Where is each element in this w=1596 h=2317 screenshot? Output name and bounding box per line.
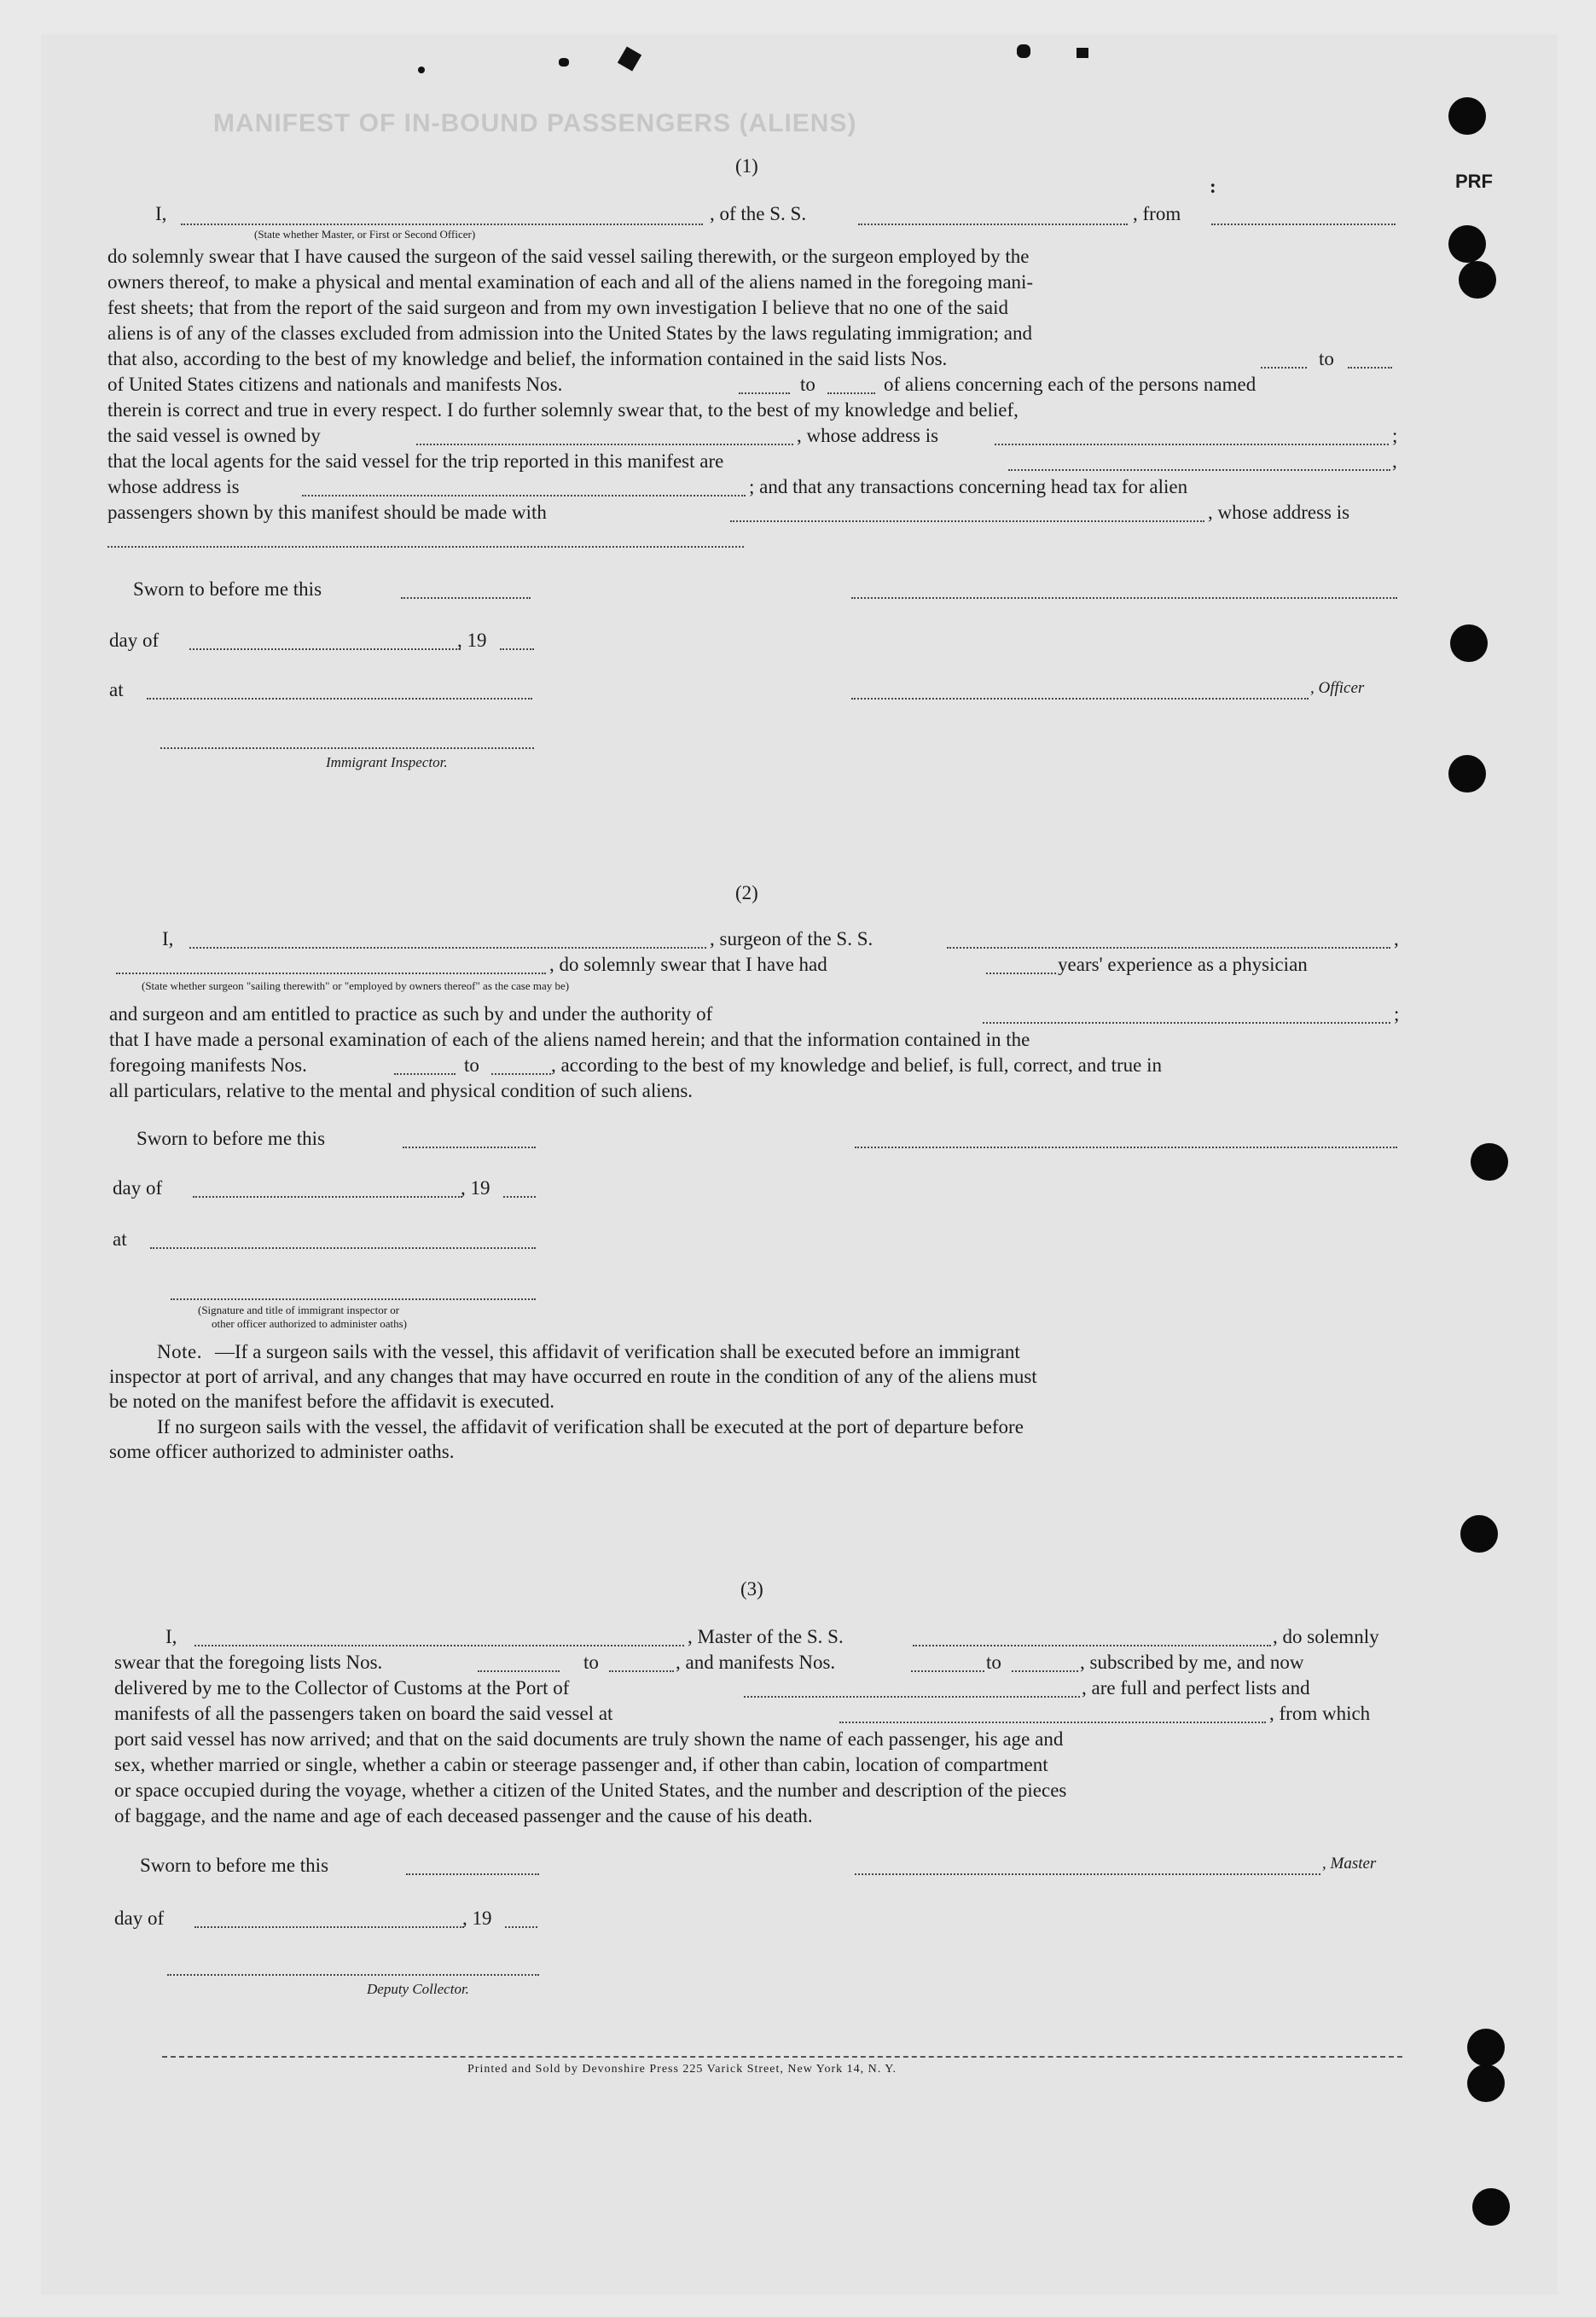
s3-text: , and manifests Nos. xyxy=(676,1652,836,1673)
s3-sworn-field[interactable] xyxy=(406,1873,539,1875)
s1-text: , of the S. S. xyxy=(710,203,807,224)
s1-text-line: do solemnly swear that I have caused the surgeon of the said vessel sailing therewith, or the surgeon employed by the xyxy=(107,246,1030,267)
s2-note-line: some officer authorized to administer oaths. xyxy=(109,1441,455,1462)
s3-lists-from-field[interactable] xyxy=(478,1670,560,1672)
s2-surgeon-name-field[interactable] xyxy=(189,947,706,949)
s1-text: ; and that any transactions concerning head tax for alien xyxy=(749,476,1188,497)
s2-vessel-field[interactable] xyxy=(947,947,1390,949)
s1-agents-address-field[interactable] xyxy=(302,495,746,496)
s1-officer-note: (State whether Master, or First or Second Officer) xyxy=(254,228,476,241)
s1-text-line: therein is correct and true in every respect. I do further solemnly swear that, to the best of my knowledge and belief, xyxy=(107,399,1019,421)
s2-manifests-to-field[interactable] xyxy=(491,1073,551,1075)
s2-note-line: If no surgeon sails with the vessel, the affidavit of verification shall be executed at the port of departure before xyxy=(157,1416,1024,1437)
s2-text: foregoing manifests Nos. xyxy=(109,1054,307,1076)
s3-manifests-from-field[interactable] xyxy=(911,1670,984,1672)
section-3-number: (3) xyxy=(740,1578,763,1600)
s3-text-line: sex, whether married or single, whether a cabin or steerage passenger and, if other than cabin, location of compartment xyxy=(114,1754,1048,1775)
punch-hole-icon xyxy=(1448,225,1486,263)
s1-at-field[interactable] xyxy=(147,698,532,700)
s1-from-field[interactable] xyxy=(1211,224,1396,225)
s3-text: I, xyxy=(165,1626,177,1647)
s3-text: , from which xyxy=(1269,1703,1371,1724)
s1-text: ; xyxy=(1392,425,1398,446)
s3-text: , are full and perfect lists and xyxy=(1082,1677,1310,1699)
speck-mark xyxy=(1017,44,1030,58)
s1-lists-from-field[interactable] xyxy=(1261,367,1307,369)
s1-text: of United States citizens and nationals and manifests Nos. xyxy=(107,374,563,395)
s1-text: whose address is xyxy=(107,476,240,497)
s1-text: the said vessel is owned by xyxy=(107,425,321,446)
s1-owner-address-field[interactable] xyxy=(995,444,1389,445)
s1-manifests-from-field[interactable] xyxy=(739,392,790,394)
printer-imprint: Printed and Sold by Devonshire Press 225 Varick Street, New York 14, N. Y. xyxy=(467,2063,897,2076)
s2-note-label: Note. xyxy=(157,1341,202,1362)
s1-text: , whose address is xyxy=(1208,502,1350,523)
s1-at-label: at xyxy=(109,679,124,700)
s3-port-field[interactable] xyxy=(744,1696,1080,1698)
s1-day-label: day of xyxy=(109,630,160,651)
punch-hole-icon xyxy=(1467,2064,1505,2102)
s3-collector-sign-field[interactable] xyxy=(167,1974,539,1976)
s2-inspector-sign-field[interactable] xyxy=(171,1298,536,1300)
s1-text: passengers shown by this manifest should be made with xyxy=(107,502,547,523)
punch-hole-icon xyxy=(1467,2029,1505,2066)
speck-mark xyxy=(559,58,569,67)
colon-mark: : xyxy=(1210,176,1216,197)
s3-day-field[interactable] xyxy=(194,1926,464,1928)
s2-text: , according to the best of my knowledge and belief, is full, correct, and true in xyxy=(551,1054,1162,1076)
s2-signature-field[interactable] xyxy=(855,1147,1397,1148)
s2-note-line: be noted on the manifest before the affidavit is executed. xyxy=(109,1391,554,1412)
s3-text-line: or space occupied during the voyage, whether a citizen of the United States, and the number and description of the pieces xyxy=(114,1780,1067,1801)
s3-text: , subscribed by me, and now xyxy=(1080,1652,1304,1673)
s3-vessel-field[interactable] xyxy=(913,1645,1271,1646)
s1-lists-to-field[interactable] xyxy=(1348,367,1392,369)
s1-headtax-address-field[interactable] xyxy=(107,546,744,548)
s1-day-field[interactable] xyxy=(189,648,461,650)
s2-sworn-label: Sworn to before me this xyxy=(136,1128,326,1149)
s1-vessel-field[interactable] xyxy=(858,224,1128,225)
s2-year-field[interactable] xyxy=(503,1196,536,1198)
punch-hole-icon xyxy=(1448,97,1486,135)
s1-owner-field[interactable] xyxy=(416,444,793,445)
s2-text: and surgeon and am entitled to practice as such by and under the authority of xyxy=(109,1003,713,1025)
s1-text-line: owners thereof, to make a physical and mental examination of each and all of the aliens named in the foregoing mani- xyxy=(107,271,1034,293)
s1-sworn-label: Sworn to before me this xyxy=(133,578,322,600)
s1-officer-sign-field[interactable] xyxy=(851,698,1309,700)
s1-text: to xyxy=(800,374,815,395)
s1-agents-field[interactable] xyxy=(1008,469,1390,471)
s1-inspector-label: Immigrant Inspector. xyxy=(326,754,448,770)
s3-text: swear that the foregoing lists Nos. xyxy=(114,1652,383,1673)
s3-master-label: , Master xyxy=(1322,1855,1377,1873)
s1-sworn-field[interactable] xyxy=(401,597,531,599)
punch-hole-icon xyxy=(1460,1515,1498,1553)
s3-boarded-at-field[interactable] xyxy=(839,1722,1266,1723)
s2-note-line: —If a surgeon sails with the vessel, this affidavit of verification shall be executed before an immigrant xyxy=(215,1341,1020,1362)
s2-sailing-field[interactable] xyxy=(116,973,546,974)
s2-sig-note: other officer authorized to administer oaths) xyxy=(212,1317,407,1330)
s3-text: , Master of the S. S. xyxy=(688,1626,844,1647)
s2-day-field[interactable] xyxy=(193,1196,462,1198)
s1-text-line: fest sheets; that from the report of the said surgeon and from my own investigation I believe that no one of the said xyxy=(107,297,1009,318)
s3-day-label: day of xyxy=(114,1908,165,1929)
s3-year-field[interactable] xyxy=(505,1926,537,1928)
s2-text: , do solemnly swear that I have had xyxy=(549,954,827,975)
s1-text: , from xyxy=(1133,203,1181,224)
s1-text-line: aliens is of any of the classes excluded from admission into the United States by the laws regulating immigration; and xyxy=(107,322,1032,344)
s3-text: to xyxy=(583,1652,599,1673)
s2-text: I, xyxy=(162,928,174,949)
s1-text: that also, according to the best of my knowledge and belief, the information contained in the said lists Nos. xyxy=(107,348,948,369)
s1-text: that the local agents for the said vessel for the trip reported in this manifest are xyxy=(107,450,724,472)
punch-hole-icon xyxy=(1448,755,1486,793)
s1-text: of aliens concerning each of the persons named xyxy=(884,374,1256,395)
speck-mark xyxy=(1077,48,1088,58)
s2-authority-field[interactable] xyxy=(983,1022,1390,1024)
s2-years-field[interactable] xyxy=(986,973,1056,974)
s2-note-line: inspector at port of arrival, and any changes that may have occurred en route in the condition of any of the aliens must xyxy=(109,1366,1037,1387)
s1-text: I, xyxy=(155,203,167,224)
s3-text: , do solemnly xyxy=(1273,1626,1379,1647)
s3-text: manifests of all the passengers taken on board the said vessel at xyxy=(114,1703,613,1724)
s3-lists-to-field[interactable] xyxy=(609,1670,674,1672)
punch-hole-icon xyxy=(1459,261,1496,299)
s3-text-line: of baggage, and the name and age of each deceased passenger and the cause of his death. xyxy=(114,1805,813,1826)
s3-sworn-label: Sworn to before me this xyxy=(140,1855,329,1876)
s2-text: ; xyxy=(1394,1003,1400,1025)
s3-text-line: port said vessel has now arrived; and that on the said documents are truly shown the name of each passenger, his age and xyxy=(114,1728,1064,1750)
s2-at-label: at xyxy=(113,1228,127,1250)
s2-manifests-from-field[interactable] xyxy=(394,1073,456,1075)
s1-year-field[interactable] xyxy=(500,648,534,650)
speck-mark xyxy=(418,67,425,73)
s2-year-label: , 19 xyxy=(461,1177,490,1199)
s2-text: , surgeon of the S. S. xyxy=(710,928,873,949)
s1-manifests-to-field[interactable] xyxy=(827,392,875,394)
section-1-number: (1) xyxy=(735,155,758,177)
s2-at-field[interactable] xyxy=(150,1247,536,1249)
s3-text: delivered by me to the Collector of Customs at the Port of xyxy=(114,1677,570,1699)
punch-hole-icon xyxy=(1450,624,1488,662)
bleed-through-heading: MANIFEST OF IN-BOUND PASSENGERS (ALIENS) xyxy=(213,109,857,137)
s2-sig-note: (Signature and title of immigrant inspector or xyxy=(198,1304,400,1316)
s2-day-label: day of xyxy=(113,1177,163,1199)
s2-text-line: all particulars, relative to the mental and physical condition of such aliens. xyxy=(109,1080,694,1101)
s1-officer-field[interactable] xyxy=(181,224,703,225)
s2-text: to xyxy=(464,1054,479,1076)
footer-rule xyxy=(162,2056,1402,2058)
s1-inspector-sign-field[interactable] xyxy=(160,747,534,749)
s3-text: to xyxy=(986,1652,1001,1673)
punch-hole-icon xyxy=(1472,2188,1510,2226)
s1-text: to xyxy=(1319,348,1334,369)
s2-text-line: that I have made a personal examination of each of the aliens named herein; and that the information contained in the xyxy=(109,1029,1030,1050)
s1-officer-label: , Officer xyxy=(1310,679,1365,697)
s3-master-sign-field[interactable] xyxy=(855,1873,1320,1875)
s2-surgeon-note: (State whether surgeon "sailing therewith" or "employed by owners thereof" as the case may be) xyxy=(142,979,570,992)
s3-collector-label: Deputy Collector. xyxy=(367,1981,469,1997)
s1-text: , xyxy=(1392,450,1397,472)
corner-fragment: PRF xyxy=(1455,171,1493,192)
section-2-number: (2) xyxy=(735,882,758,903)
s1-signature-field[interactable] xyxy=(851,597,1397,599)
s3-manifests-to-field[interactable] xyxy=(1012,1670,1078,1672)
s2-sworn-field[interactable] xyxy=(403,1147,536,1148)
s3-master-name-field[interactable] xyxy=(194,1645,684,1646)
s2-text: , xyxy=(1394,928,1399,949)
s1-headtax-field[interactable] xyxy=(730,520,1204,522)
s1-year-label: , 19 xyxy=(457,630,487,651)
punch-hole-icon xyxy=(1471,1143,1508,1181)
s3-year-label: , 19 xyxy=(462,1908,492,1929)
s1-text: , whose address is xyxy=(797,425,939,446)
s2-text: years' experience as a physician xyxy=(1058,954,1308,975)
